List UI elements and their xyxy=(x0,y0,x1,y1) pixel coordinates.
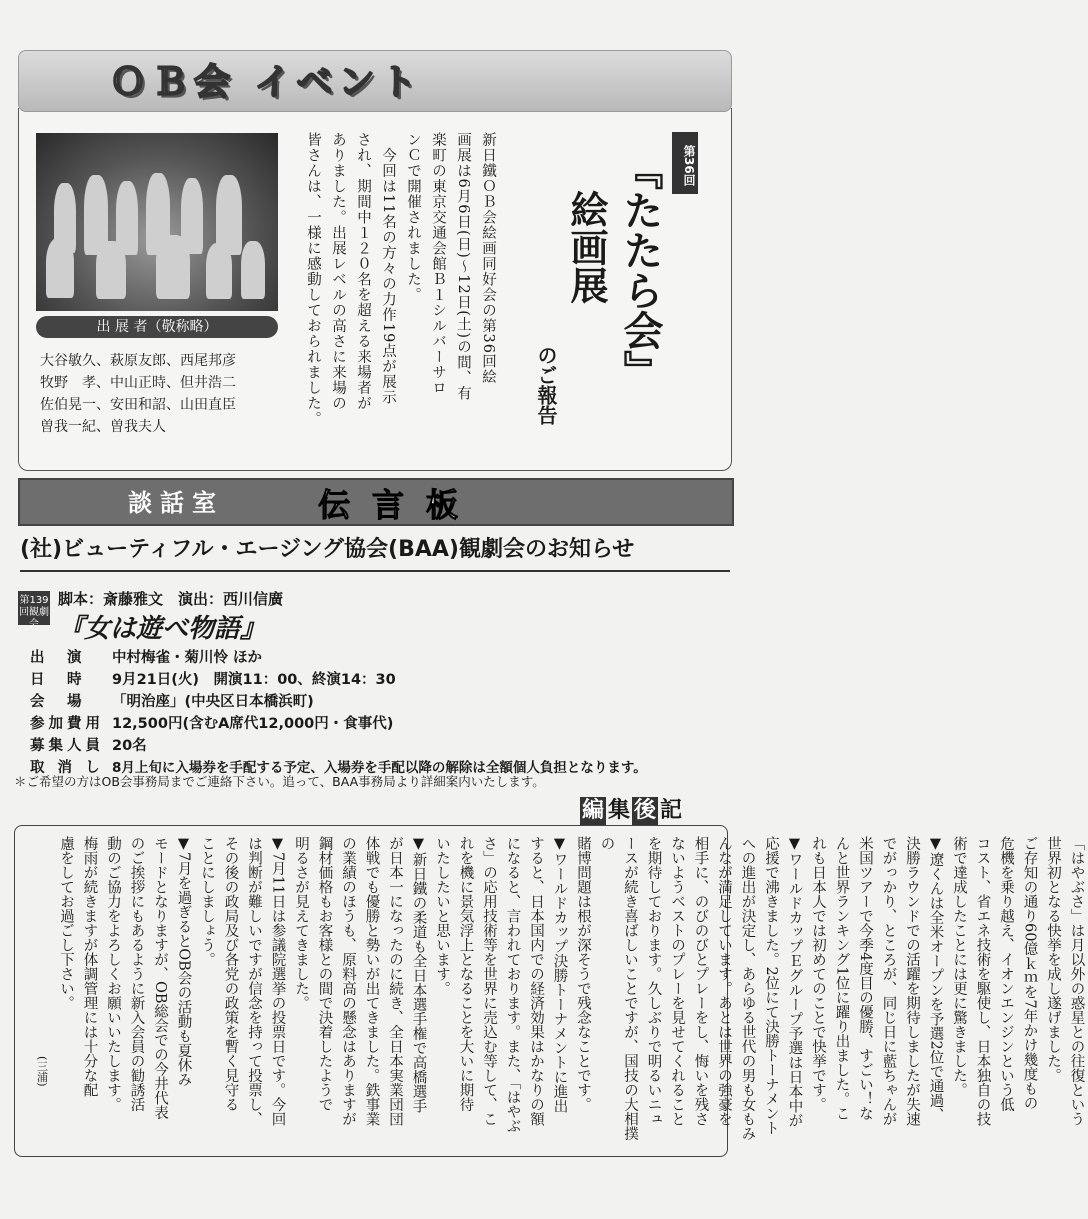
report-label: のご報告 xyxy=(534,345,558,425)
editor-heading xyxy=(580,797,684,825)
dengon-title: 伝言板 xyxy=(318,486,481,524)
editor-line: れを機に景気浮上となることを大いに期待 xyxy=(457,836,474,1112)
editor-line: 慮をしてお過ごし下さい。 xyxy=(58,836,74,1010)
article-line: され、期間中１２０名を超える来場者が xyxy=(355,132,371,411)
play-credits: 脚本：斎藤雅文 演出：西川信廣 xyxy=(58,590,284,608)
editor-line: 明るさが見えてきました。 xyxy=(293,836,309,1010)
detail-label: 参加費用 xyxy=(30,716,104,732)
detail-row xyxy=(30,712,647,734)
detail-label: 会 場 xyxy=(30,694,86,710)
editor-line: が日本一になったのに続き、全日本実業団団 xyxy=(387,836,403,1126)
contact-note: ＊ご希望の方はOB会事務局までご連絡下さい。追って、BAA事務局より詳細案内いたします。 xyxy=(14,774,545,789)
editor-line: ▼ワールドカップＥグループ予選は日本中が xyxy=(786,836,803,1128)
editor-line: を期待しております。久しぶりで明るいニュ xyxy=(645,836,662,1126)
detail-value: 中村梅雀・菊川怜 ほか xyxy=(112,650,263,666)
editor-line: 動のご協力をよろしくお願いいたします。 xyxy=(105,836,121,1112)
ob-event-article xyxy=(300,132,500,462)
detail-row xyxy=(30,734,647,756)
article-line: 新日鐵ＯＢ会絵画同好会の第36回絵 xyxy=(480,132,496,385)
editor-line: 体戦でも優勝と勢いが出てきました。鉄事業 xyxy=(363,836,380,1126)
detail-row xyxy=(30,668,647,690)
event-details xyxy=(30,646,647,778)
editor-line: でがっかり、ところが、同じ日に藍ちゃんが xyxy=(880,836,897,1126)
article-line: 今回は11名の方々の力作19点が展示 xyxy=(380,132,396,406)
exhibitors-caption: 出 展 者（敬称略） xyxy=(36,316,278,338)
detail-label: 募集人員 xyxy=(30,738,104,754)
editor-line: 米国ツアーで今季4度目の優勝、すごい！な xyxy=(857,836,873,1121)
editor-line: いたしたいと思います。 xyxy=(434,836,450,996)
editor-line: ないようベストのプレーを見せてくれること xyxy=(669,836,685,1126)
ob-event-title: ＯＢ会 イベント xyxy=(110,62,423,103)
detail-label: 日 時 xyxy=(30,672,86,688)
exhibitors-group-photo xyxy=(36,133,278,311)
editor-line: は判断が難しいですが信念を持って投票し、 xyxy=(246,836,262,1126)
editor-line: ▼ワールドカップ決勝トーナメントに進出 xyxy=(551,836,568,1113)
theater-badge: 第139回観劇会 xyxy=(18,591,50,625)
play-title: 『女は遊べ物語』 xyxy=(58,614,267,644)
baa-title: (社)ビューティフル・エージング協会(BAA)観劇会のお知らせ xyxy=(20,530,730,572)
editor-line: 危機を乗り越え、イオンエンジンという低 xyxy=(998,836,1014,1112)
editor-line: ▼新日鐵の柔道も全日本選手権で高橋選手 xyxy=(410,836,427,1113)
editor-line: れも日本人では初めてのことで快挙です。 xyxy=(810,836,826,1112)
editor-line: 「はやぶさ」は月以外の惑星との往復という xyxy=(1068,836,1085,1126)
detail-value: 8月上旬に入場券を手配する予定、入場券を手配以降の解除は全額個人負担となります。 xyxy=(112,760,647,776)
editor-line: 賭博問題は根が深そうで残念なことです。 xyxy=(575,836,591,1112)
editor-line: 梅雨が続きますが体調管理には十分な配 xyxy=(81,836,98,1097)
editor-line: すると、日本国内での経済効果はかなりの額 xyxy=(528,836,544,1126)
detail-row xyxy=(30,646,647,668)
article-line: ありました。出展レベルの高さに来場の xyxy=(330,132,346,411)
article-line: 皆さんは、一様に感動しておられました。 xyxy=(305,132,321,427)
article-line: 画展は6月6日(日)～12日(土)の間、有 xyxy=(455,132,471,402)
detail-value: 「明治座」(中央区日本橋浜町) xyxy=(112,694,314,710)
editor-heading-char: 記 xyxy=(659,798,682,823)
article-line: 楽町の東京交通会館Ｂ１シルバーサロ xyxy=(430,132,446,396)
editor-line: のご挨拶にもあるように新入会員の勧誘活 xyxy=(128,836,145,1112)
exhibition-subtitle: 絵画展 xyxy=(564,190,609,304)
editor-line: ご存知の通り60億ｋｍを7年かけ幾度もの xyxy=(1021,836,1038,1111)
editor-line: 決勝ラウンドでの活躍を期待しましたが失速 xyxy=(904,836,920,1126)
editor-line: さ」の応用技術等を世界に売込む等して、こ xyxy=(481,836,497,1126)
editor-line: 術で達成したことには更に驚きました。 xyxy=(951,836,967,1097)
edition-badge: 第36回 xyxy=(672,132,698,194)
exhibitor-line: 牧野 孝、中山正時、但井浩二 xyxy=(40,375,236,391)
editor-line: ▼7月11日は参議院選挙の投票日です。今回 xyxy=(269,836,286,1127)
editor-line: への進出が決定し、あらゆる世代の男も女もみ xyxy=(739,836,756,1141)
dengon-subtitle: 談話室 xyxy=(128,489,224,517)
editor-line: 応援で沸きました。2位にて決勝トーナメント xyxy=(763,836,779,1136)
detail-label: 出 演 xyxy=(30,650,86,666)
editor-heading-char: 編 xyxy=(581,798,604,823)
editor-line: ことにしましょう。 xyxy=(199,836,215,967)
editor-heading-char: 後 xyxy=(633,798,656,823)
editor-line: ▼遼くんは全米オープンを予選2位で通過、 xyxy=(927,836,944,1123)
exhibitor-line: 曽我一紀、曽我夫人 xyxy=(40,419,166,435)
editor-signature: (三浦) xyxy=(35,1056,49,1087)
editor-line: 鋼材価格もお客様との間で決着したようで xyxy=(316,836,333,1112)
exhibition-title: 『たたら会』 xyxy=(617,150,664,390)
detail-value: 9月21日(火) 開演11：00、終演14：30 xyxy=(112,672,396,688)
editor-line: ▼7月を過ぎるとOB会の活動も夏休み xyxy=(175,836,192,1087)
editor-line: の業績のほうも、原料高の懸念はありますが xyxy=(340,836,356,1126)
detail-label: 取 消 し xyxy=(30,760,104,776)
editor-line: コスト、省エネ技術を駆使し、日本独自の技 xyxy=(974,836,991,1126)
detail-value: 12,500円(含むA席代12,000円・食事代) xyxy=(112,716,394,732)
exhibitor-line: 佐伯晃一、安田和詔、山田直臣 xyxy=(40,397,236,413)
exhibitor-line: 大谷敏久、萩原友郎、西尾邦彦 xyxy=(40,353,236,369)
editor-line: モードとなりますが、OB総会での今井代表 xyxy=(152,836,168,1120)
editor-line: ースが続き喜ばしいことですが、国技の大相撲の xyxy=(598,836,638,1141)
detail-value: 20名 xyxy=(112,738,147,754)
editor-line: になると、言われております。また、「はやぶ xyxy=(504,836,521,1134)
exhibitor-names xyxy=(40,350,280,438)
editor-line: んと世界ランキング1位に躍り出ました。こ xyxy=(833,836,850,1121)
editor-line: んなが満足しています。あとは世界の強豪を xyxy=(716,836,732,1126)
editor-heading-char: 集 xyxy=(607,798,630,823)
detail-row xyxy=(30,690,647,712)
editor-notes xyxy=(30,836,1088,1146)
editor-line: その後の政局及び各党の政策を暫く見守る xyxy=(222,836,239,1112)
editor-line: 世界初となる快挙を成し遂げました。 xyxy=(1045,836,1061,1083)
article-line: ンＣで開催されました。 xyxy=(405,132,421,303)
editor-line: 相手に、のびのびとプレーをし、悔いを残さ xyxy=(692,836,709,1126)
